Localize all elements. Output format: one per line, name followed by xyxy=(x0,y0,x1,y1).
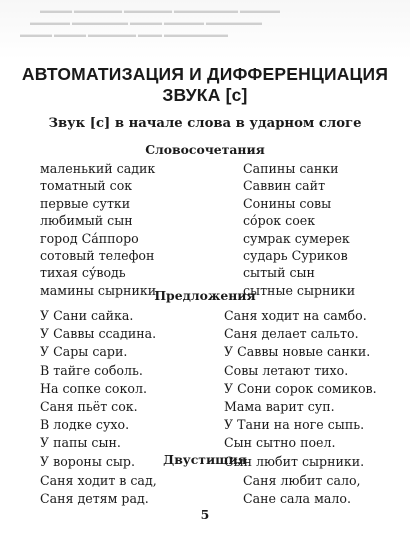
phrase-item: томатный сок xyxy=(40,178,133,194)
sentence-item: У Сани сайка. xyxy=(40,308,134,323)
phrase-item: Саввин сайт xyxy=(243,178,326,194)
phrase-item: сытый сын xyxy=(243,265,315,281)
sentence-item: Сын сытно поел. xyxy=(224,435,336,451)
phrase-item: Сонины совы xyxy=(243,195,332,211)
phrases-heading: Словосочетания xyxy=(145,142,265,157)
phrase-item: маленький садик xyxy=(40,161,156,176)
sentence-item: Сын любит сырники. xyxy=(224,453,365,469)
sentence-item: На сопке сокол. xyxy=(40,380,147,396)
phrase-item: сумрак сумерек xyxy=(243,230,350,246)
page-title: АВТОМАТИЗАЦИЯ И ДИФФЕРЕНЦИАЦИЯ ЗВУКА [с] xyxy=(21,64,389,105)
sentences-heading: Предложения xyxy=(154,288,256,303)
sentence-item: Саня делает сальто. xyxy=(224,326,359,342)
couplet-line: Саня любит сало, xyxy=(243,473,361,488)
phrase-item: мамины сырники xyxy=(40,282,157,298)
sentence-item: Мама варит суп. xyxy=(224,398,335,414)
couplet-right xyxy=(243,472,361,508)
phrase-item: со́рок соек xyxy=(243,213,316,229)
phrases-right-column xyxy=(243,160,355,299)
sentence-item: У Тани на ноге сыпь. xyxy=(224,417,365,433)
phrase-item: город Са́ппоро xyxy=(40,230,139,246)
sentence-item: Саня пьёт сок. xyxy=(40,398,138,414)
page-number: 5 xyxy=(200,507,210,522)
phrase-item: любимый сын xyxy=(40,213,133,229)
phrase-item: сударь Суриков xyxy=(243,247,348,263)
sentence-item: Совы летают тихо. xyxy=(224,362,349,378)
couplet-line: Саня детям рад. xyxy=(40,491,149,506)
show-through-text: ▬▬▬▬ ▬▬▬▬▬▬ ▬▬▬▬▬▬ ▬▬▬▬▬▬▬▬ ▬▬▬▬▬ xyxy=(40,6,280,15)
phrase-item: первые сутки xyxy=(40,195,131,211)
phrase-item: сотовый телефон xyxy=(40,247,155,263)
sentence-item: В лодке сухо. xyxy=(40,417,130,433)
sentence-item: В тайге соболь. xyxy=(40,362,143,378)
sentence-item: Саня ходит на самбо. xyxy=(224,308,367,323)
sentence-item: У Сони сорок сомиков. xyxy=(224,380,377,396)
phrase-item: сытные сырники xyxy=(243,282,356,298)
sentence-item: У папы сын. xyxy=(40,435,121,451)
sentence-item: У Саввы ссадина. xyxy=(40,326,157,342)
couplet-left xyxy=(40,472,157,508)
sentence-item: У Саввы новые санки. xyxy=(224,344,371,360)
sentence-item: У вороны сыр. xyxy=(40,453,135,469)
phrases-left-column xyxy=(40,160,156,299)
couplets-heading: Двустишия xyxy=(163,452,247,467)
page-subtitle: Звук [с] в начале слова в ударном слоге xyxy=(48,116,362,131)
sentences-left-column xyxy=(40,307,156,471)
show-through-text: ▬▬▬▬▬ ▬▬▬▬▬▬▬ ▬▬▬▬ ▬▬▬▬▬ ▬▬▬▬▬▬▬ xyxy=(30,18,262,27)
show-through-text: ▬▬▬▬ ▬▬▬▬ ▬▬▬▬▬▬ ▬▬▬ ▬▬▬▬▬▬▬▬ xyxy=(20,30,228,39)
sentence-item: У Сары сари. xyxy=(40,344,128,360)
couplet-line: Саня ходит в сад, xyxy=(40,473,157,488)
couplet-line: Сане сала мало. xyxy=(243,491,351,506)
phrase-item: тихая су́водь xyxy=(40,265,126,281)
phrase-item: Сапины санки xyxy=(243,161,339,176)
sentences-right-column xyxy=(224,307,377,471)
